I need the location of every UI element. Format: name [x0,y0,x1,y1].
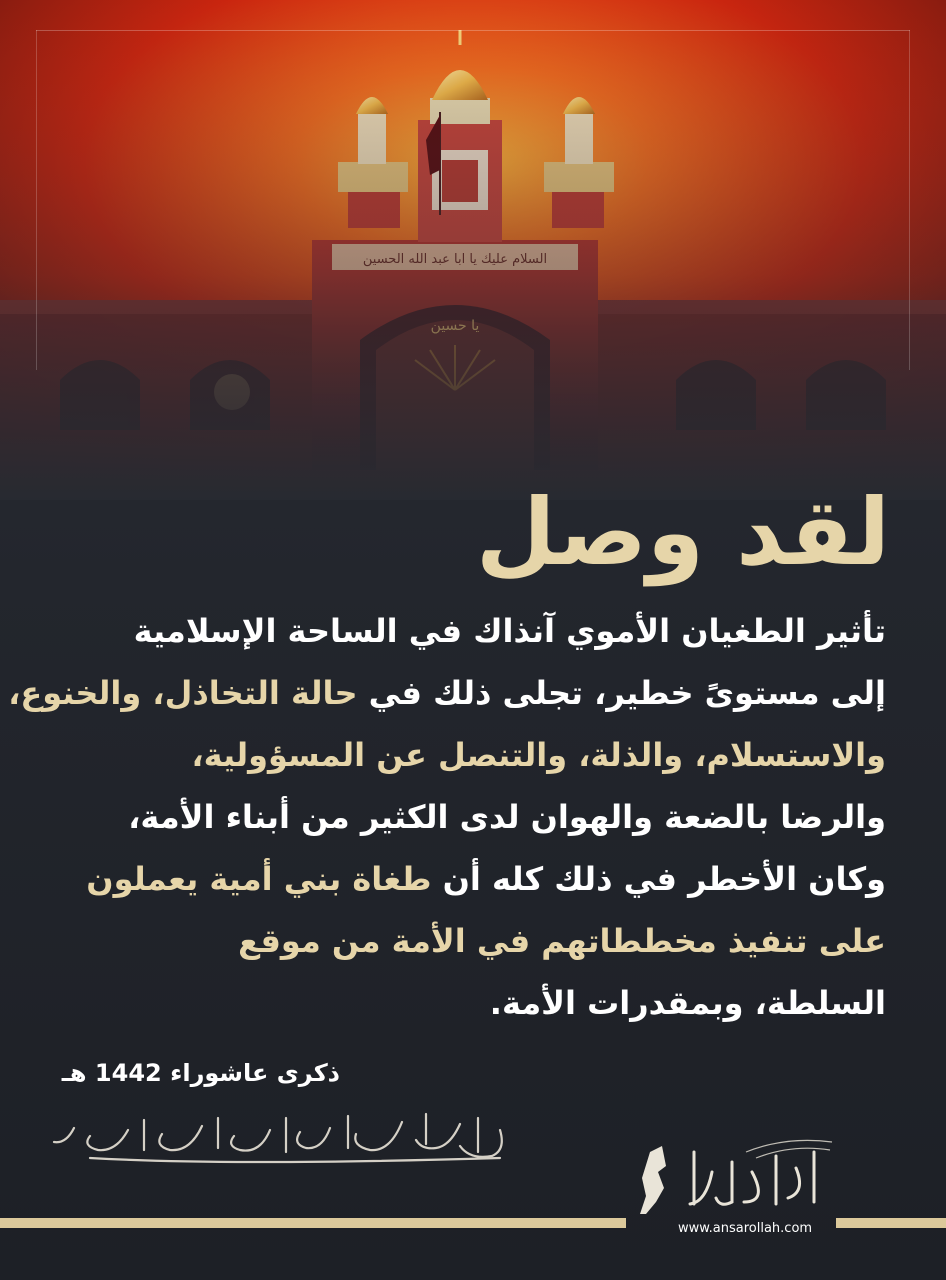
quote-line [8,662,886,724]
frame-left-line [36,30,37,370]
quote-highlight: على تنفيذ مخططاتهم في الأمة من موقع [238,922,886,960]
signature-calligraphy [30,1100,520,1180]
quote-text: إلى مستوىً خطير، تجلى ذلك في [357,674,886,712]
quote-text: تأثير الطغيان الأموي آنذاك في الساحة الإسلامية [133,612,886,650]
frame-right-line [909,30,910,370]
ansarollah-logo [636,1132,836,1220]
quote-text: وكان الأخطر في ذلك كله أن [431,860,886,898]
frame-top-line [36,30,910,31]
quote-highlight: والاستسلام، والذلة، والتنصل عن المسؤولية، [191,736,886,774]
quote-line [56,972,886,1034]
headline: لقد وصل [475,479,890,586]
quote-body [8,600,886,1034]
quote-line [56,724,886,786]
shrine-illustration [0,0,946,500]
quote-line [56,910,886,972]
quote-line [56,848,886,910]
footer-bar-left [0,1218,626,1228]
quote-highlight: حالة التخاذل، والخنوع، [8,674,358,712]
footer-bar-right [836,1218,946,1228]
occasion-date: ذكرى عاشوراء 1442 هـ [61,1059,340,1087]
quote-line [56,600,886,662]
quote-highlight: طغاة بني أمية يعملون [86,860,432,898]
quote-text: والرضا بالضعة والهوان لدى الكثير من أبناء الأمة، [128,798,886,836]
website-url: www.ansarollah.com [677,1221,813,1236]
quote-text: السلطة، وبمقدرات الأمة. [489,984,886,1022]
quote-line [56,786,886,848]
